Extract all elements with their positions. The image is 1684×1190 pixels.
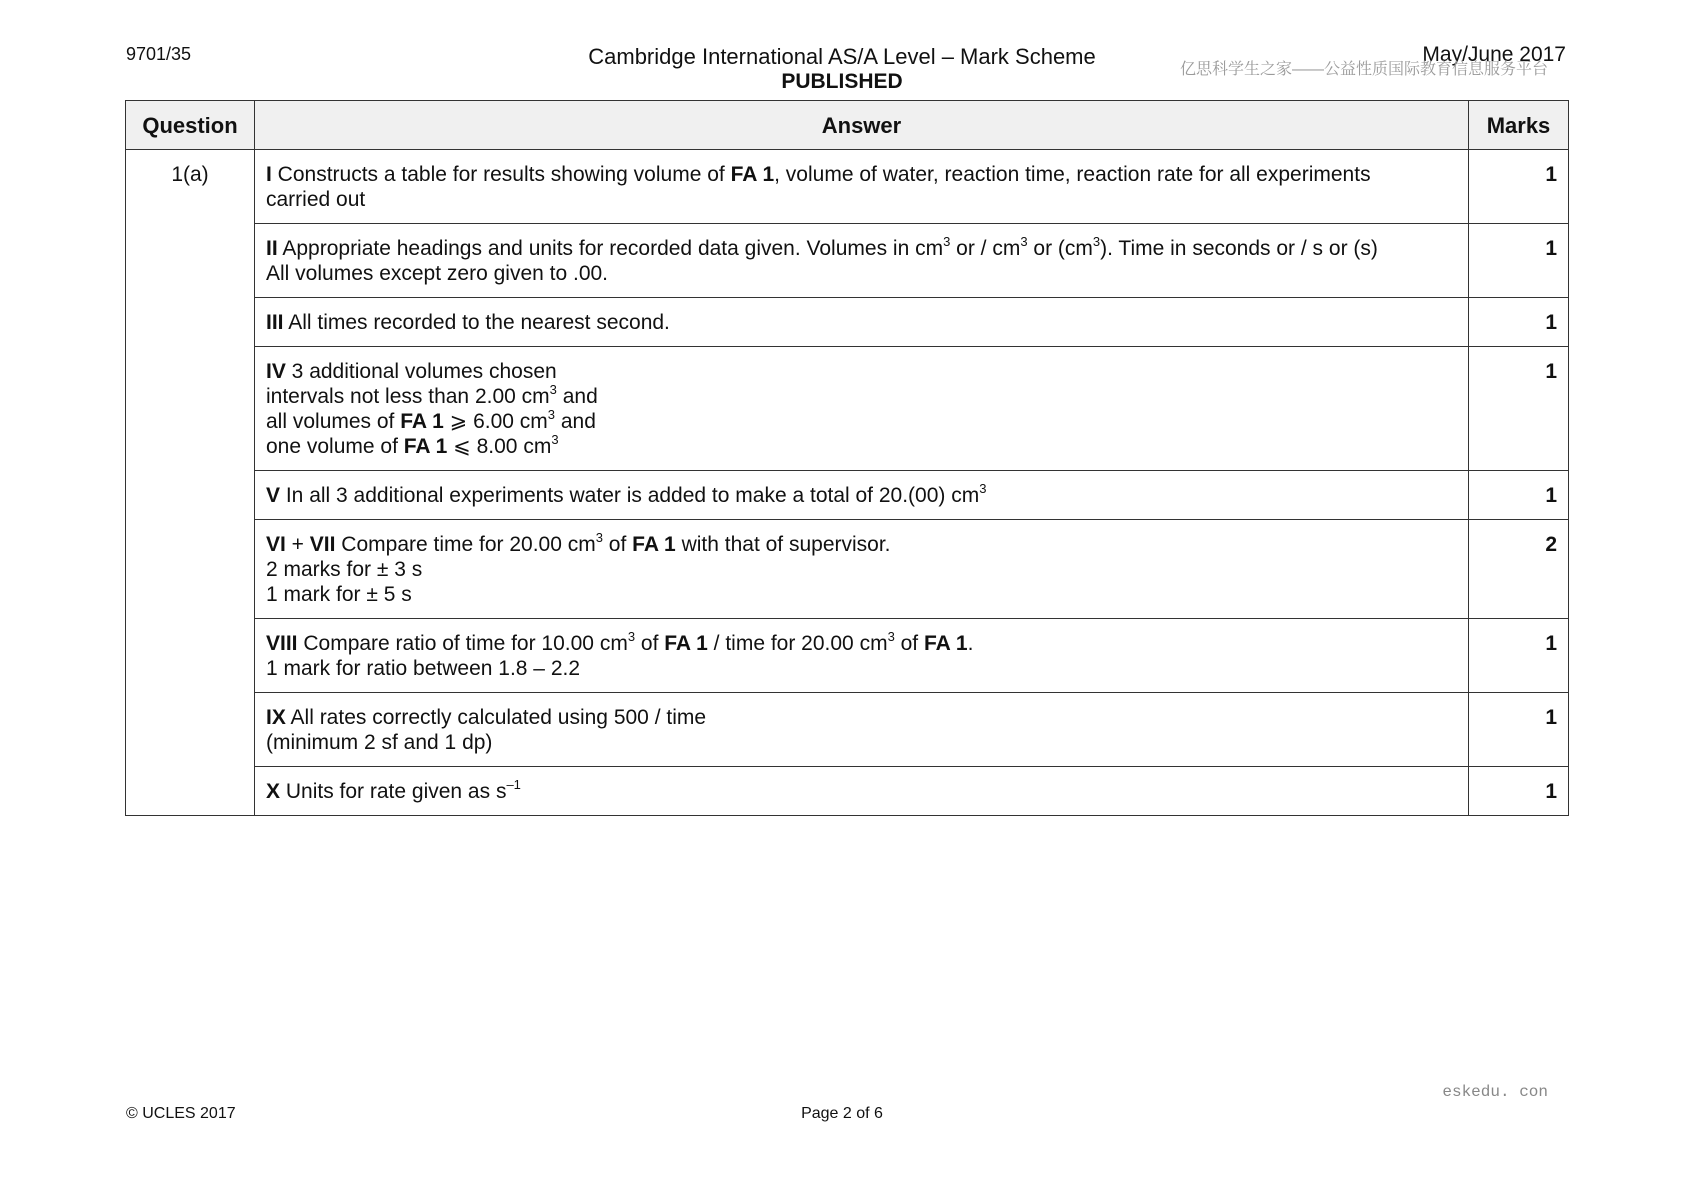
superscript: 3 [551, 432, 559, 447]
text-run: (minimum 2 sf and 1 dp) [266, 731, 493, 754]
text-run: , volume of water, reaction time, reaction rate for all experiments [774, 163, 1371, 186]
text-run: 2 marks for ± 3 s [266, 558, 423, 581]
marks-cell: 1 [1469, 619, 1569, 693]
text-run: Constructs a table for results showing volume of [271, 163, 731, 186]
bold-text: X [266, 780, 281, 803]
text-run: 1 mark for ± 5 s [266, 583, 412, 606]
answer-cell [255, 619, 1469, 693]
answer-cell [255, 767, 1469, 816]
text-run: In all 3 additional experiments water is added to make a total of 20.(00) cm [280, 484, 980, 507]
text-run: Compare ratio of time for 10.00 cm [297, 632, 628, 655]
column-header-answer: Answer [255, 101, 1469, 150]
paper-code: 9701/35 [126, 44, 192, 64]
answer-line [266, 779, 1456, 804]
answer-line [266, 261, 1456, 286]
table-header-row [126, 101, 1569, 150]
text-run: or (cm [1027, 237, 1093, 260]
text-run: All rates correctly calculated using 500 / time [285, 706, 707, 729]
text-run: and [555, 410, 596, 433]
answer-line [266, 705, 1456, 730]
text-run: 1 mark for ratio between 1.8 – 2.2 [266, 657, 581, 680]
superscript: 3 [547, 407, 556, 422]
superscript: 3 [627, 629, 636, 644]
watermark-url: eskedu. con [1442, 1083, 1548, 1101]
bold-text: FA 1 [632, 533, 676, 556]
table-row [126, 767, 1569, 816]
text-run: of [635, 632, 665, 655]
answer-line [266, 730, 1456, 755]
superscript: –1 [506, 777, 521, 792]
text-run: with that of supervisor. [675, 533, 891, 556]
answer-line [266, 162, 1456, 187]
superscript: 3 [943, 234, 951, 249]
text-run: All times recorded to the nearest second. [283, 311, 670, 334]
text-run: of [894, 632, 924, 655]
marks-cell: 1 [1469, 150, 1569, 224]
text-run: Appropriate headings and units for recorded data given. Volumes in cm [277, 237, 944, 260]
text-run: + [285, 533, 310, 556]
superscript: 3 [549, 382, 557, 397]
marks-cell: 1 [1469, 347, 1569, 471]
answer-line [266, 187, 1456, 212]
answer-line [266, 582, 1456, 607]
bold-text: FA 1 [664, 632, 708, 655]
bold-text: IV [266, 360, 286, 383]
bold-text: IX [266, 706, 286, 729]
table-row [126, 347, 1569, 471]
bold-text: VI [266, 533, 286, 556]
answer-line [266, 532, 1456, 557]
text-run: / time for 20.00 cm [707, 632, 888, 655]
bold-text: I [266, 163, 272, 186]
watermark-text: 亿思科学生之家——公益性质国际教育信息服务平台 [1179, 61, 1548, 78]
answer-line [266, 483, 1456, 508]
table-row [126, 150, 1569, 224]
table-row [126, 520, 1569, 619]
answer-line [266, 310, 1456, 335]
text-run: ). Time in seconds or / s or (s) [1100, 237, 1378, 260]
table-row [126, 693, 1569, 767]
answer-line [266, 631, 1456, 656]
text-run: ⩽ 8.00 cm [447, 435, 552, 458]
answer-cell [255, 693, 1469, 767]
answer-line [266, 557, 1456, 582]
page-number: Page 2 of 6 [801, 1105, 883, 1122]
answer-cell [255, 471, 1469, 520]
mark-scheme-body [126, 150, 1569, 816]
answer-cell [255, 150, 1469, 224]
text-run: Compare time for 20.00 cm [335, 533, 596, 556]
answer-line [266, 409, 1456, 434]
document-subtitle: PUBLISHED [781, 70, 903, 93]
bold-text: III [266, 311, 284, 334]
text-run: all volumes of [266, 410, 401, 433]
answer-cell [255, 224, 1469, 298]
marks-cell: 1 [1469, 471, 1569, 520]
superscript: 3 [1020, 234, 1028, 249]
copyright: © UCLES 2017 [126, 1105, 236, 1122]
answer-cell [255, 520, 1469, 619]
bold-text: FA 1 [403, 435, 448, 458]
answer-line [266, 359, 1456, 384]
answer-cell [255, 298, 1469, 347]
table-row [126, 298, 1569, 347]
text-run: All volumes except zero given to .00. [266, 262, 609, 285]
text-run: 3 additional volumes chosen [285, 360, 557, 383]
text-run: carried out [266, 188, 366, 211]
superscript: 3 [1092, 234, 1101, 249]
table-row [126, 471, 1569, 520]
text-run: Units for rate given as s [280, 780, 507, 803]
marks-cell: 1 [1469, 298, 1569, 347]
text-run: . [967, 632, 974, 655]
answer-line [266, 384, 1456, 409]
bold-text: FA 1 [400, 410, 444, 433]
exam-session: May/June 2017 [1422, 43, 1566, 66]
table-row [126, 224, 1569, 298]
answer-line [266, 656, 1456, 681]
text-run: of [602, 533, 633, 556]
text-run: and [556, 385, 598, 408]
text-run: ⩾ 6.00 cm [443, 410, 548, 433]
marks-cell: 1 [1469, 224, 1569, 298]
answer-line [266, 236, 1456, 261]
marks-cell: 2 [1469, 520, 1569, 619]
text-run: intervals not less than 2.00 cm [266, 385, 550, 408]
document-title: Cambridge International AS/A Level – Mark Scheme [588, 44, 1096, 69]
bold-text: VIII [266, 632, 298, 655]
bold-text: V [266, 484, 281, 507]
bold-text: FA 1 [923, 632, 968, 655]
mark-scheme-table [125, 100, 1569, 816]
text-run: one volume of [266, 435, 404, 458]
text-run: or / cm [950, 237, 1021, 260]
marks-cell: 1 [1469, 767, 1569, 816]
column-header-question: Question [126, 101, 255, 150]
column-header-marks: Marks [1469, 101, 1569, 150]
answer-line [266, 434, 1456, 459]
table-row [126, 619, 1569, 693]
bold-text: II [266, 237, 278, 260]
marks-cell: 1 [1469, 693, 1569, 767]
superscript: 3 [595, 530, 603, 545]
answer-cell [255, 347, 1469, 471]
question-number: 1(a) [126, 150, 255, 816]
superscript: 3 [979, 481, 987, 496]
superscript: 3 [887, 629, 895, 644]
bold-text: FA 1 [730, 163, 775, 186]
bold-text: VII [309, 533, 336, 556]
